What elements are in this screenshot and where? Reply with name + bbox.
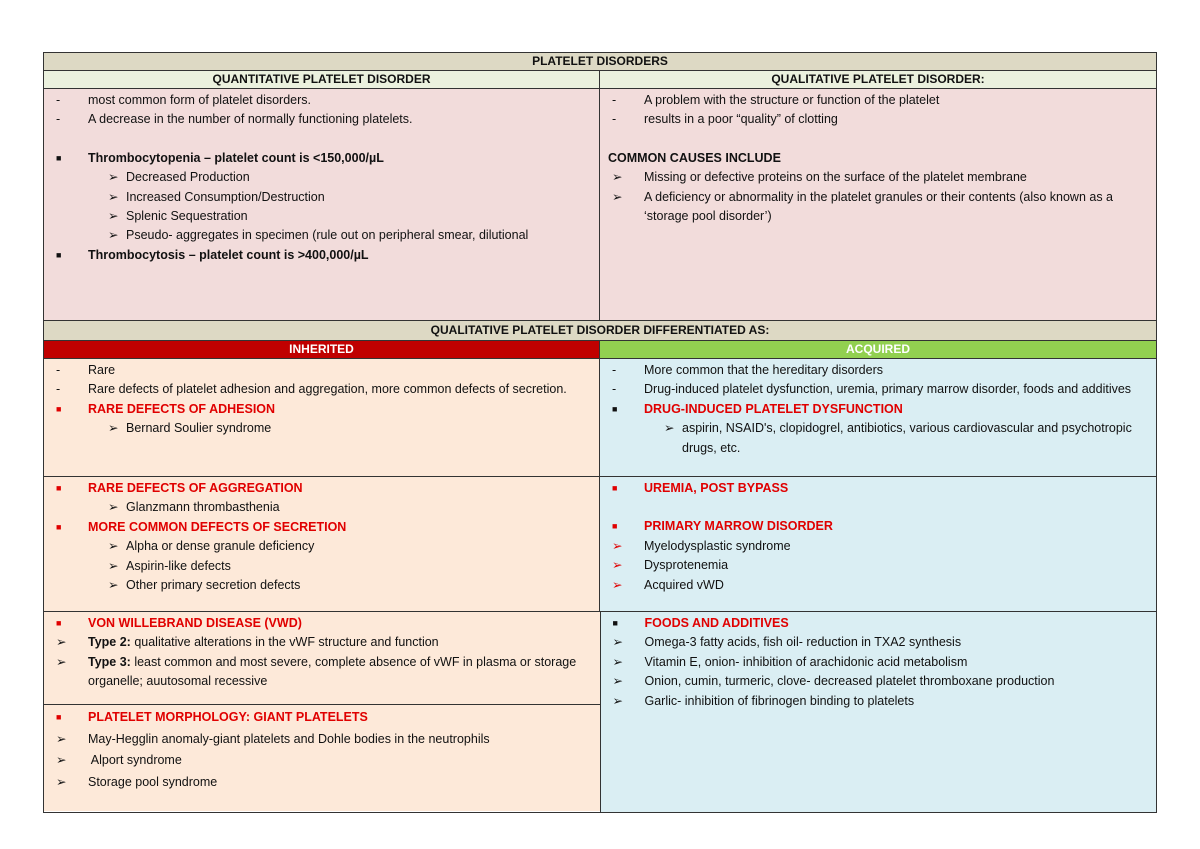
- arrow-bullet-icon: ➢: [56, 731, 67, 746]
- list-item: ■ Thrombocytopenia – platelet count is <150,000/µL: [50, 149, 593, 168]
- block-row: [43, 359, 1157, 477]
- list-item: ■ VON WILLEBRAND DISEASE (VWD): [50, 614, 594, 633]
- list-item: ➢ Omega-3 fatty acids, fish oil- reduction in TXA2 synthesis: [607, 633, 1151, 652]
- list-item: ■ RARE DEFECTS OF AGGREGATION: [50, 479, 593, 498]
- arrow-bullet-icon: ➢: [108, 170, 119, 185]
- type-header-row: [43, 71, 1157, 89]
- square-bullet-icon: ■: [56, 152, 62, 163]
- arrow-bullet-icon: ➢: [56, 654, 67, 669]
- inherited-acquired-header-row: [43, 341, 1157, 359]
- list-item: ➢ Splenic Sequestration: [50, 207, 593, 226]
- list-item: ➢ Type 3: least common and most severe, complete absence of vWF in plasma or storage organelle; auutosomal recessive: [50, 653, 594, 692]
- inherited-header: INHERITED: [44, 341, 600, 358]
- list-item: ➢ Bernard Soulier syndrome: [50, 419, 593, 438]
- list-item: ➢ Vitamin E, onion- inhibition of arachidonic acid metabolism: [607, 653, 1151, 672]
- list-item: ■ FOODS AND ADDITIVES: [607, 614, 1151, 633]
- square-bullet-icon: ■: [56, 249, 62, 260]
- list-item: ➢ Aspirin-like defects: [50, 557, 593, 576]
- differentiated-header-row: [43, 321, 1157, 341]
- list-item: ➢ Increased Consumption/Destruction: [50, 188, 593, 207]
- list-item: ➢ Missing or defective proteins on the surface of the platelet membrane: [606, 168, 1150, 187]
- arrow-bullet-icon: ➢: [56, 774, 67, 789]
- arrow-bullet-icon: ➢: [612, 577, 623, 592]
- arrow-bullet-icon: ➢: [108, 209, 119, 224]
- arrow-bullet-icon: ➢: [108, 539, 119, 554]
- list-item: ➢ Pseudo- aggregates in specimen (rule out on peripheral smear, dilutional: [50, 226, 593, 245]
- inherited-morphology-cell: [44, 705, 600, 811]
- list-item: ■ UREMIA, POST BYPASS: [606, 479, 1150, 498]
- arrow-bullet-icon: ➢: [108, 578, 119, 593]
- list-item: ➢ Type 2: qualitative alterations in the vWF structure and function: [50, 633, 594, 652]
- arrow-bullet-icon: ➢: [612, 654, 623, 669]
- dash-icon: -: [56, 363, 61, 377]
- list-item: ➢ Other primary secretion defects: [50, 576, 593, 595]
- list-item: - Drug-induced platelet dysfunction, uremia, primary marrow disorder, foods and additives: [606, 380, 1150, 399]
- list-item: ➢ Dysprotenemia: [606, 556, 1150, 575]
- square-bullet-icon: ■: [612, 521, 618, 532]
- list-item: ➢ May-Hegglin anomaly-giant platelets and Dohle bodies in the neutrophils: [50, 729, 594, 751]
- arrow-bullet-icon: ➢: [612, 189, 623, 204]
- inherited-overview-cell: [44, 359, 600, 476]
- list-item: - Rare defects of platelet adhesion and aggregation, more common defects of secretion.: [50, 380, 593, 399]
- acquired-header: ACQUIRED: [600, 341, 1156, 358]
- quantitative-header: QUANTITATIVE PLATELET DISORDER: [44, 71, 600, 88]
- list-item: ■ DRUG-INDUCED PLATELET DYSFUNCTION: [606, 400, 1150, 419]
- title-row: [43, 52, 1157, 71]
- arrow-bullet-icon: ➢: [108, 500, 119, 515]
- list-item: ➢ Decreased Production: [50, 168, 593, 187]
- list-item: ■ PRIMARY MARROW DISORDER: [606, 517, 1150, 536]
- dash-icon: -: [612, 363, 617, 377]
- block-row: [43, 612, 1157, 813]
- list-item: ➢ aspirin, NSAID's, clopidogrel, antibiotics, various cardiovascular and psychotropic drugs, etc.: [606, 419, 1150, 458]
- quantitative-cell: [44, 89, 600, 320]
- list-item: ■ MORE COMMON DEFECTS OF SECRETION: [50, 518, 593, 537]
- list-item: - More common that the hereditary disorders: [606, 361, 1150, 380]
- list-item: ➢ Glanzmann thrombasthenia: [50, 498, 593, 517]
- square-bullet-icon: ■: [612, 618, 618, 628]
- arrow-bullet-icon: ➢: [108, 189, 119, 204]
- square-bullet-icon: ■: [56, 618, 62, 628]
- arrow-bullet-icon: ➢: [612, 170, 623, 185]
- inherited-lower-column: [44, 612, 601, 812]
- list-item: ➢ Alpha or dense granule deficiency: [50, 537, 593, 556]
- list-item: ➢ A deficiency or abnormality in the platelet granules or their contents (also known as a ‘storage pool disorder’): [606, 188, 1150, 227]
- square-bullet-icon: ■: [612, 483, 618, 493]
- table-title: PLATELET DISORDERS: [44, 53, 1156, 70]
- list-item: ➢ Storage pool syndrome: [50, 772, 594, 794]
- square-bullet-icon: ■: [56, 521, 62, 532]
- square-bullet-icon: ■: [56, 712, 62, 722]
- dash-icon: -: [612, 112, 617, 127]
- dash-icon: -: [612, 382, 617, 397]
- arrow-bullet-icon: ➢: [108, 228, 119, 243]
- dash-icon: -: [612, 93, 617, 107]
- arrow-bullet-icon: ➢: [56, 753, 67, 767]
- list-item: ■ PLATELET MORPHOLOGY: GIANT PLATELETS: [50, 707, 594, 729]
- qualitative-header: QUALITATIVE PLATELET DISORDER:: [600, 71, 1156, 88]
- inherited-vwd-cell: [44, 612, 600, 705]
- square-bullet-icon: ■: [56, 403, 62, 414]
- list-item: - Rare: [50, 361, 593, 380]
- qualitative-cell: [600, 89, 1156, 320]
- inherited-aggregation-cell: [44, 477, 600, 611]
- arrow-bullet-icon: ➢: [612, 674, 623, 689]
- differentiated-header: QUALITATIVE PLATELET DISORDER DIFFERENTIATED AS:: [44, 321, 1156, 340]
- list-item: ■ RARE DEFECTS OF ADHESION: [50, 400, 593, 419]
- list-item: - most common form of platelet disorders.: [50, 91, 593, 110]
- block-row: [43, 477, 1157, 612]
- list-item: - A decrease in the number of normally functioning platelets.: [50, 110, 593, 129]
- acquired-foods-cell: [601, 612, 1157, 812]
- arrow-bullet-icon: ➢: [612, 693, 623, 708]
- arrow-bullet-icon: ➢: [612, 558, 623, 573]
- arrow-bullet-icon: ➢: [108, 421, 119, 436]
- list-item: ■ Thrombocytosis – platelet count is >400,000/µL: [50, 246, 593, 265]
- dash-icon: -: [56, 382, 61, 397]
- acquired-overview-cell: [600, 359, 1156, 476]
- list-item: ➢ Acquired vWD: [606, 576, 1150, 595]
- square-bullet-icon: ■: [56, 483, 62, 493]
- arrow-bullet-icon: ➢: [612, 538, 623, 553]
- list-item: - results in a poor “quality” of clotting: [606, 110, 1150, 129]
- list-item: - A problem with the structure or function of the platelet: [606, 91, 1150, 110]
- acquired-uremia-marrow-cell: [600, 477, 1156, 611]
- arrow-bullet-icon: ➢: [56, 635, 67, 650]
- dash-icon: -: [56, 93, 61, 107]
- platelet-disorders-table: [43, 52, 1157, 813]
- arrow-bullet-icon: ➢: [108, 558, 119, 573]
- square-bullet-icon: ■: [612, 403, 618, 414]
- definition-row: [43, 89, 1157, 321]
- list-item: ➢ Myelodysplastic syndrome: [606, 537, 1150, 556]
- list-item: ➢ Onion, cumin, turmeric, clove- decreased platelet thromboxane production: [607, 672, 1151, 691]
- arrow-bullet-icon: ➢: [612, 635, 623, 650]
- common-causes-title: COMMON CAUSES INCLUDE: [608, 150, 781, 165]
- list-item: ➢ Garlic- inhibition of fibrinogen binding to platelets: [607, 692, 1151, 711]
- list-item: ➢ Alport syndrome: [50, 750, 594, 772]
- dash-icon: -: [56, 112, 61, 127]
- arrow-bullet-icon: ➢: [664, 421, 675, 436]
